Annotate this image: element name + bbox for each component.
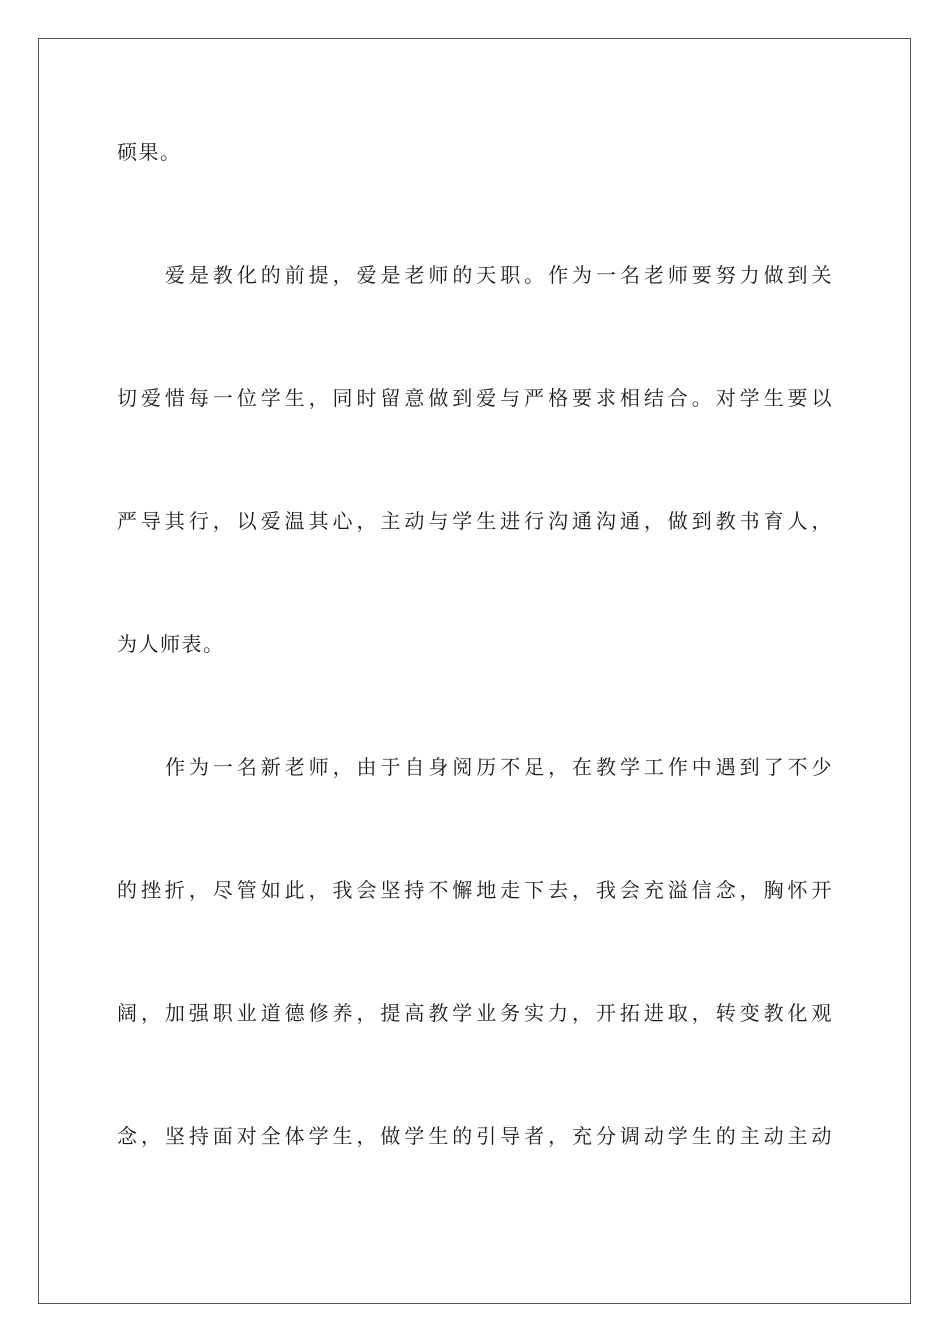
text-line-3: 切爱惜每一位学生，同时留意做到爱与严格要求相结合。对学生要以 [117,386,833,410]
text-line-2: 爱是教化的前提，爱是老师的天职。作为一名老师要努力做到关 [165,263,833,287]
text-line-6: 作为一名新老师，由于自身阅历不足，在教学工作中遇到了不少 [165,755,833,779]
text-line-1: 硕果。 [117,140,182,164]
text-line-5: 为人师表。 [117,632,225,656]
text-line-9: 念，坚持面对全体学生，做学生的引导者，充分调动学生的主动主动 [117,1124,833,1148]
page-border [38,38,911,1304]
text-line-7: 的挫折，尽管如此，我会坚持不懈地走下去，我会充溢信念，胸怀开 [117,878,833,902]
text-line-8: 阔，加强职业道德修养，提高教学业务实力，开拓进取，转变教化观 [117,1001,833,1025]
text-line-4: 严导其行，以爱温其心，主动与学生进行沟通沟通，做到教书育人， [117,509,833,533]
